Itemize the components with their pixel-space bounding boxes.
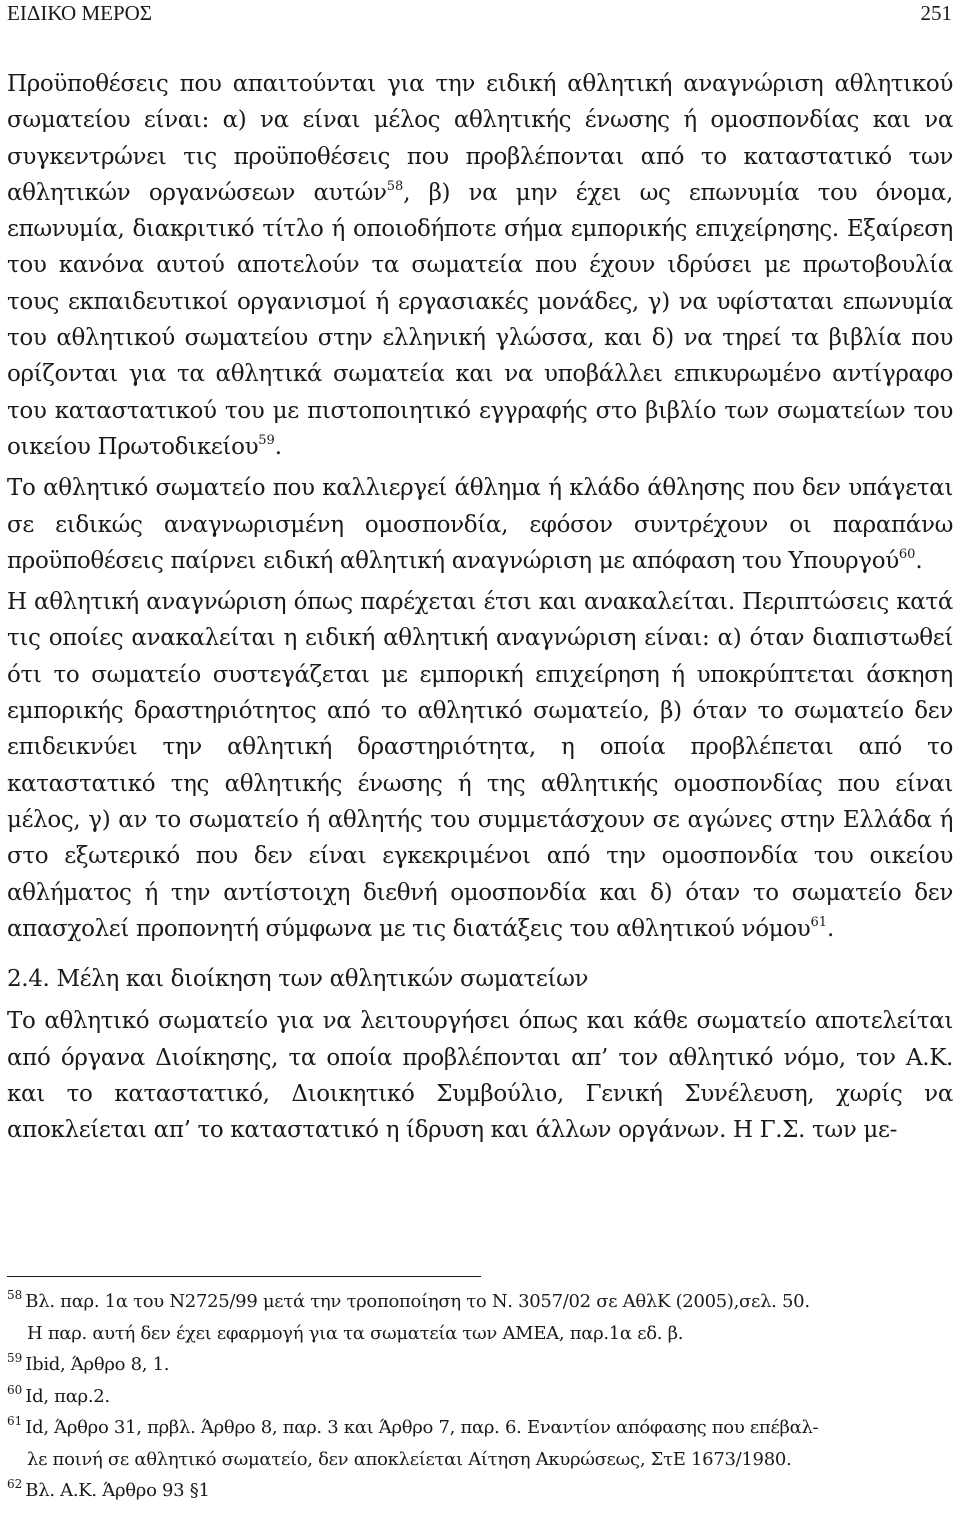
- running-header: [7, 0, 952, 26]
- footnote-text: Id, Άρθρο 31, πρβλ. Άρθρο 8, παρ. 3 και Άρθρο 7, παρ. 6. Εναντίον απόφασης που επέβαλ-: [25, 1417, 819, 1438]
- footnote-58: [7, 1286, 953, 1349]
- footnote-continuation: Η παρ. αυτή δεν έχει εφαρμογή για τα σωματεία των ΑΜΕΑ, παρ.1α εδ. β.: [27, 1322, 684, 1344]
- footnote-number: 59: [7, 1351, 23, 1365]
- main-text: [7, 66, 953, 1149]
- page-number: 251: [920, 1, 952, 25]
- footnote-ref-58: 58: [386, 178, 404, 194]
- footnote-60: [7, 1381, 953, 1413]
- footnote-ref-60: 60: [898, 546, 916, 562]
- paragraph-members-administration: Το αθλητικό σωματείο για να λειτουργήσει όπως και κάθε σωματείο αποτελείται από όργανα Διοίκησης, τα οποία προβλέπονται απ’ τον αθλητικό νόμο, τον Α.Κ. και το καταστατικό, Διοικητικό Συμβούλιο, Γενική Συνέλευση, χωρίς να αποκλείεται απ’ το καταστατικό η ίδρυση και άλλων οργάνων. Η Γ.Σ. των με-: [7, 1008, 953, 1144]
- footnote-number: 58: [7, 1288, 23, 1302]
- footnote-text: Ibid, Άρθρο 8, 1.: [25, 1354, 170, 1375]
- footnote-number: 60: [7, 1382, 23, 1397]
- footnote-text: Βλ. παρ. 1α του Ν2725/99 μετά την τροποποίηση το Ν. 3057/02 σε ΑθλΚ (2005),σελ. 50.: [25, 1291, 810, 1312]
- text-segment: , β) να μην έχει ως επωνυμία του όνομα, επωνυμία, διακριτικό τίτλο ή οποιοδήποτε σήμα εμπορικής επιχείρησης. Εξαίρεση του κανόνα αυτού αποτελούν τα σωματεία που έχουν ιδρύσει με πρωτοβουλία τους εκπαιδευτικοί οργανισμοί ή εργασιακές μονάδες, γ) να υφίσταται επωνυμία του αθλητικού σωματείου στην ελληνική γλώσσα, και δ) να τηρεί τα βιβλία που ορίζονται για τα αθλητικά σωματεία και να υποβάλλει επικυρωμένο αντίγραφο του καταστατικού του με πιστοποιητικό εγγραφής στο βιβλίο των σωματείων του οικείου Πρωτοδικείου: [7, 179, 953, 460]
- footnote-text: Βλ. Α.Κ. Άρθρο 93 §1: [25, 1480, 210, 1501]
- footnote-continuation: λε ποινή σε αθλητικό σωματείο, δεν αποκλείεται Αίτηση Ακυρώσεως, ΣτΕ 1673/1980.: [27, 1448, 792, 1470]
- paragraph-non-federation-sport: [7, 470, 953, 579]
- paragraph-recognition-requirements: [7, 66, 953, 465]
- paragraph-revocation: [7, 584, 953, 947]
- text-segment: .: [827, 915, 834, 942]
- footnote-61: [7, 1412, 953, 1475]
- section-title: ΕΙΔΙΚΟ ΜΕΡΟΣ: [7, 1, 153, 25]
- text-segment: Η αθλητική αναγνώριση όπως παρέχεται έτσι και ανακαλείται. Περιπτώσεις κατά τις οποίες ανακαλείται η ειδική αθλητική αναγνώριση είναι: α) όταν διαπιστωθεί ότι το σωματείο συστεγάζεται με εμπορική επιχείρηση ή υποκρύπτεται άσκηση εμπορικής δραστηριότητος από το αθλητικό σωματείο, β) όταν το σωματείο δεν επιδεικνύει την αθλητική δραστηριότητα, η οποία προβλέπεται από το καταστατικό της αθλητικής ένωσης ή της αθλητικής ομοσπονδίας που είναι μέλος, γ) αν το σωματείο ή αθλητής του συμμετάσχουν σε αγώνες στην Ελλάδα ή στο εξωτερικό που δεν είναι εγκεκριμένοι από την ομοσπονδία του οικείου αθλήματος ή την αντίστοιχη διεθνή ομοσπονδία και δ) όταν το σωματείο δεν απασχολεί προπονητή σύμφωνα με τις διατάξεις του αθλητικού νόμου: [7, 589, 953, 942]
- footnote-59: [7, 1349, 953, 1381]
- footnote-ref-59: 59: [258, 432, 275, 448]
- footnote-text: Id, παρ.2.: [25, 1385, 110, 1407]
- text-segment: .: [915, 547, 923, 574]
- footnote-number: 62: [7, 1477, 23, 1491]
- footnote-62: [7, 1475, 953, 1507]
- text-segment: Προϋποθέσεις που απαιτούνται για την ειδική αθλητική αναγνώριση αθλητικού σωματείου είναι: α) να είναι μέλος αθλητικής ένωσης ή ομοσπονδίας και να συγκεντρώνει τις προϋποθέσεις που προβλέπονται από το καταστατικό των αθλητικών οργανώσεων αυτών: [7, 71, 953, 206]
- section-heading: 2.4. Μέλη και διοίκηση των αθλητικών σωματείων: [7, 966, 589, 993]
- text-segment: Το αθλητικό σωματείο που καλλιεργεί άθλημα ή κλάδο άθλησης που δεν υπάγεται σε ειδικώς αναγνωρισμένη ομοσπονδία, εφόσον συντρέχουν οι παραπάνω προϋποθέσεις παίρνει ειδική αθλητική αναγνώριση με απόφαση του Υπουργού: [7, 475, 953, 574]
- footnote-number: 61: [7, 1414, 23, 1428]
- footnotes: [7, 1286, 953, 1507]
- text-segment: .: [274, 433, 282, 460]
- footnote-ref-61: 61: [810, 914, 827, 930]
- footnote-separator: [7, 1276, 481, 1277]
